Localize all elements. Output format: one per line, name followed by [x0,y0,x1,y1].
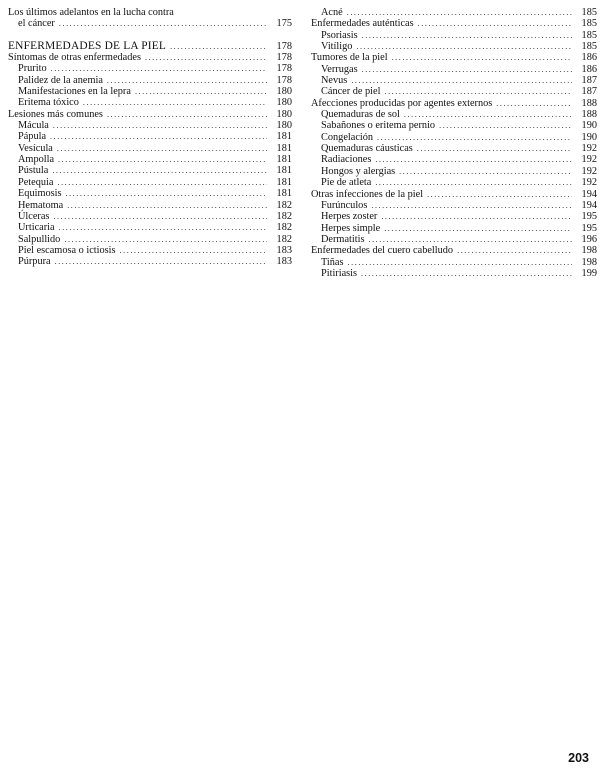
toc-entry-page: 192 [581,154,597,166]
toc-entry-page: 195 [581,222,597,234]
toc-entry [8,222,292,233]
toc-entry-page: 188 [581,97,597,109]
toc-entry-page: 178 [276,63,292,75]
dot-leader [457,245,572,256]
dot-leader [348,257,572,268]
toc-entry-page: 180 [276,97,292,109]
dot-leader [107,109,267,120]
toc-entry-title: Síntomas de otras enfermedades [8,52,141,64]
toc-entry-title: Urticaria [18,222,55,234]
dot-leader [361,268,572,279]
dot-leader [57,177,267,188]
toc-entry-page: 182 [276,210,292,222]
toc-entry-page: 182 [276,222,292,234]
toc-entry-page: 192 [581,177,597,189]
toc-entry-page: 181 [276,142,292,154]
toc-entry-page: 180 [276,108,292,120]
toc-entry-title: Pápula [18,131,47,143]
dot-leader [67,200,267,211]
toc-entry-page: 178 [276,74,292,86]
page-number: 203 [568,751,589,765]
toc-entry-title: Pitiriasis [321,267,358,279]
toc-entry [311,30,597,41]
toc-entry-page: 185 [581,41,597,53]
dot-leader [381,211,572,222]
toc-entry-page: 196 [581,233,597,245]
toc-entry-page: 183 [276,244,292,256]
toc-entry-title: Púrpura [18,256,51,268]
toc-entry-title: Sabañones o eritema pernio [321,120,436,132]
dot-leader [55,256,267,267]
toc-entry-title: Tumores de la piel [311,52,388,64]
toc-entry-title: Enfermedades auténticas [311,18,414,30]
toc-entry-page: 187 [581,86,597,98]
toc-entry-title: Úlceras [18,210,50,222]
dot-leader [135,86,267,97]
toc-entry-page: 181 [276,188,292,200]
toc-entry [311,257,597,268]
toc-entry-page: 187 [581,75,597,87]
toc-entry-title: Salpullido [18,233,61,245]
toc-entry-title: Hematoma [18,199,64,211]
dot-leader [59,18,267,29]
dot-leader [439,120,572,131]
dot-leader [371,200,572,211]
dot-leader [427,189,572,200]
toc-entry [8,165,292,176]
toc-entry [8,154,292,165]
toc-entry-title: Petequia [18,176,54,188]
toc-entry-title: Afecciones producidas por agentes externos [311,97,493,109]
toc-entry-page: 192 [581,143,597,155]
dot-leader [377,132,572,143]
dot-leader [362,64,572,75]
toc-entry [311,223,597,234]
toc-entry-page: 194 [581,188,597,200]
toc-entry-intro-line1: Los últimos adelantos en la lucha contra [8,7,174,18]
toc-entry [311,120,597,131]
toc-entry-page: 183 [276,256,292,268]
dot-leader [399,166,572,177]
toc-entry [311,245,597,256]
toc-entry-page: 182 [276,199,292,211]
toc-entry [311,86,597,97]
toc-entry [311,200,597,211]
toc-entry [8,131,292,142]
toc-entry-title: Radiaciones [321,154,372,166]
toc-heading-page: 178 [276,40,292,52]
toc-entry [8,97,292,108]
toc-entry-title: Verrugas [321,63,358,75]
dot-leader [375,154,572,165]
dot-leader [51,63,267,74]
toc-entry-page: 185 [581,29,597,41]
toc-entry-title: Furúnculos [321,199,368,211]
dot-leader [120,245,267,256]
toc-entry-page: 188 [581,109,597,121]
toc-entry-title: Lesiones más comunes [8,108,103,120]
toc-entry [8,256,292,267]
toc-entry-page: 181 [276,165,292,177]
toc-entry-title: Hongos y alergias [321,165,396,177]
toc-entry [8,188,292,199]
toc-entry [8,245,292,256]
toc-entry-page: 192 [581,165,597,177]
toc-entry-page: 181 [276,131,292,143]
toc-entry-title: Eritema tóxico [18,97,79,109]
toc-entry-title: Acné [321,7,343,18]
dot-leader [418,18,572,29]
dot-leader [64,234,267,245]
toc-entry [311,211,597,222]
toc-entry [311,189,597,200]
toc-entry-page: 186 [581,63,597,75]
dot-leader [58,154,267,165]
toc-entry-title: Psoriasis [321,29,358,41]
toc-entry-title: Herpes zoster [321,211,378,223]
dot-leader [50,131,267,142]
toc-entry [311,98,597,109]
dot-leader [170,41,267,52]
toc-entry [311,234,597,245]
toc-entry [8,63,292,74]
toc-entry-page: 175 [276,18,292,30]
toc-entry-page: 182 [276,233,292,245]
dot-leader [145,52,267,63]
dot-leader [384,223,572,234]
dot-leader [59,222,267,233]
toc-entry-title: Tiñas [321,256,344,268]
dot-leader [417,143,572,154]
toc-entry [311,109,597,120]
dot-leader [65,188,267,199]
dot-leader [351,75,572,86]
toc-entry [8,52,292,63]
toc-entry-title: Quemaduras cáusticas [321,143,413,155]
toc-entry-title: Pústula [18,165,49,177]
toc-entry-page: 185 [581,7,597,18]
toc-entry [311,143,597,154]
toc-entry [8,109,292,120]
toc-entry-title: Dermatitis [321,233,365,245]
toc-entry-title: el cáncer [18,18,55,30]
toc-entry-page: 186 [581,52,597,64]
toc-entry [8,234,292,245]
toc-entry-page: 180 [276,120,292,132]
toc-entry-page: 185 [581,18,597,30]
dot-leader [53,211,267,222]
toc-entry-intro [8,18,292,29]
dot-leader [392,52,572,63]
toc-entry-title: Ampolla [18,154,55,166]
toc-entry-title: Herpes simple [321,222,381,234]
dot-leader [356,41,572,52]
dot-leader [57,143,267,154]
toc-entry-title: Piel escamosa o ictiosis [18,244,116,256]
toc-entry [8,200,292,211]
toc-column-left [8,7,292,268]
toc-entry [311,52,597,63]
dot-leader [362,30,572,41]
toc-section-heading [8,41,292,52]
toc-entry [311,64,597,75]
dot-leader [404,109,572,120]
toc-entry-page: 198 [581,245,597,257]
toc-entry-title: Pie de atleta [321,177,372,189]
toc-entry [8,143,292,154]
toc-entry [311,132,597,143]
dot-leader [384,86,572,97]
toc-entry-page: 181 [276,176,292,188]
toc-entry-title: Cáncer de piel [321,86,381,98]
toc-entry-title: Mácula [18,120,49,132]
toc-entry [311,75,597,86]
toc-entry-title: Palidez de la anemia [18,74,103,86]
toc-entry [8,177,292,188]
dot-leader [347,7,572,18]
toc-list-left [8,52,292,268]
toc-entry [8,211,292,222]
toc-list-right [311,7,597,279]
toc-entry-title: Prurito [18,63,47,75]
dot-leader [83,97,267,108]
toc-entry-title: Vitíligo [321,41,353,53]
toc-entry-page: 190 [581,120,597,132]
toc-entry [311,177,597,188]
dot-leader [368,234,572,245]
toc-entry-page: 180 [276,86,292,98]
toc-entry [311,166,597,177]
toc-entry [8,120,292,131]
toc-entry-page: 199 [581,267,597,279]
toc-entry-page: 198 [581,256,597,268]
dot-leader [53,120,267,131]
toc-entry-page: 194 [581,199,597,211]
toc-entry-page: 190 [581,131,597,143]
dot-leader [375,177,572,188]
toc-entry [311,18,597,29]
toc-entry-title: Vesícula [18,142,53,154]
toc-entry-title: Congelación [321,131,374,143]
toc-entry-title: Nevus [321,75,348,87]
toc-entry-title: Enfermedades del cuero cabelludo [311,245,454,257]
toc-entry-title: Quemaduras de sol [321,109,400,121]
toc-entry-title: Otras infecciones de la piel [311,188,424,200]
dot-leader [107,75,267,86]
toc-heading-title: ENFERMEDADES DE LA PIEL [8,39,167,52]
dot-leader [496,98,572,109]
toc-entry-title: Equimosis [18,188,62,200]
toc-entry-page: 195 [581,211,597,223]
toc-column-right [311,7,597,279]
toc-entry [311,154,597,165]
toc-entry [311,268,597,279]
toc-entry [8,75,292,86]
toc-entry-page: 181 [276,154,292,166]
dot-leader [52,165,267,176]
toc-entry [8,86,292,97]
toc-entry-title: Manifestaciones en la lepra [18,86,131,98]
toc-entry-page: 178 [276,52,292,64]
toc-entry [311,41,597,52]
toc-entry [311,7,597,18]
